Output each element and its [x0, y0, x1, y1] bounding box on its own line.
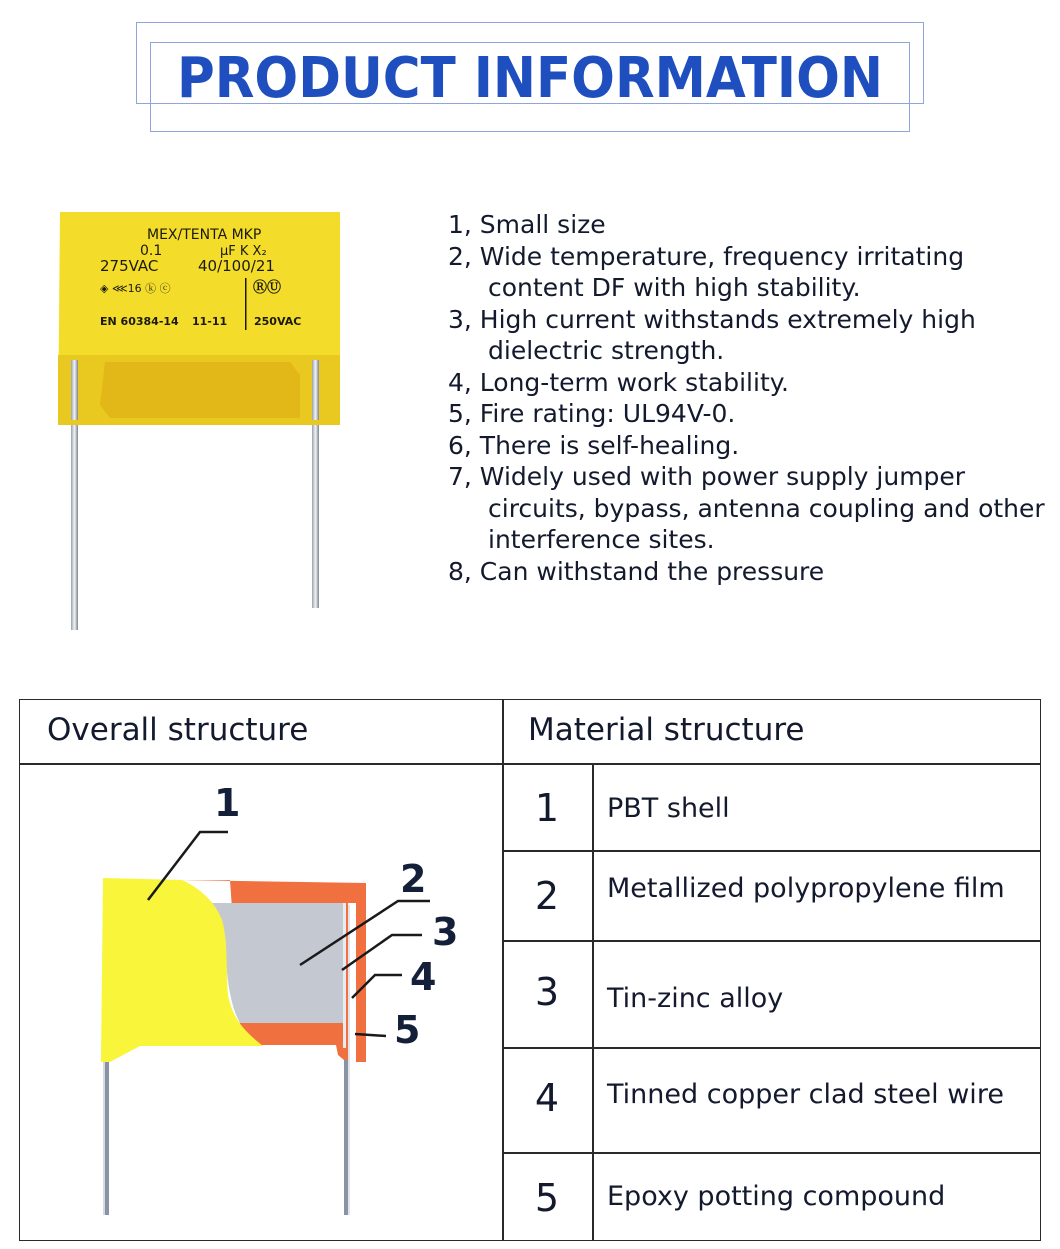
feature-item: 2, Wide temperature, frequency irritating content DF with high stability. — [448, 241, 965, 302]
capacitor-product-photo — [40, 200, 380, 650]
svg-text:250VAC: 250VAC — [254, 315, 302, 328]
row-number: 2 — [534, 874, 560, 918]
svg-text:◈ ⋘16 ⓚ ⓒ: ◈ ⋘16 ⓚ ⓒ — [100, 282, 171, 295]
material-name: Metallized polypropylene film — [607, 873, 1005, 904]
svg-text:0.1: 0.1 — [140, 243, 163, 259]
table-number-divider — [592, 763, 594, 1241]
row-number: 5 — [534, 1176, 560, 1220]
svg-text:MEX/TENTA MKP: MEX/TENTA MKP — [147, 227, 262, 243]
page-title: PRODUCT INFORMATION — [176, 46, 884, 111]
svg-text:EN 60384-14: EN 60384-14 — [100, 315, 179, 328]
material-name: Epoxy potting compound — [607, 1181, 946, 1212]
table-row-divider — [502, 940, 1041, 942]
overall-structure-header: Overall structure — [47, 712, 309, 748]
feature-item: 4, Long-term work stability. — [448, 367, 789, 397]
row-number: 4 — [534, 1076, 560, 1120]
table-header-divider — [19, 763, 1041, 765]
svg-text:ⓇⓊ: ⓇⓊ — [253, 280, 281, 296]
row-number: 1 — [534, 786, 560, 830]
svg-text:11-11: 11-11 — [192, 315, 228, 328]
feature-item: 1, Small size — [448, 210, 606, 239]
callout-1: 1 — [214, 781, 241, 825]
callout-2: 2 — [400, 857, 427, 901]
callout-3: 3 — [432, 910, 459, 954]
feature-item: 7, Widely used with power supply jumper circuits, bypass, antenna coupling and other interference sites. — [448, 462, 1045, 554]
feature-item: 8, Can withstand the pressure — [448, 556, 825, 586]
table-row-divider — [502, 1047, 1041, 1049]
material-structure-header: Material structure — [528, 712, 805, 748]
table-row-divider — [502, 1152, 1041, 1154]
svg-text:µF K X₂: µF K X₂ — [220, 244, 267, 259]
row-number: 3 — [534, 970, 560, 1014]
capacitor-cross-section-diagram — [80, 770, 480, 1230]
callout-5: 5 — [394, 1008, 421, 1052]
feature-list — [448, 209, 1048, 587]
svg-text:40/100/21: 40/100/21 — [198, 257, 275, 275]
material-name: Tinned copper clad steel wire — [607, 1079, 1004, 1110]
material-name: Tin-zinc alloy — [607, 983, 784, 1014]
callout-4: 4 — [410, 955, 437, 999]
feature-item: 5, Fire rating: UL94V-0. — [448, 399, 736, 428]
table-row-divider — [502, 850, 1041, 852]
svg-text:275VAC: 275VAC — [100, 257, 159, 275]
material-name: PBT shell — [607, 793, 730, 824]
feature-item: 3, High current withstands extremely high dielectric strength. — [448, 304, 976, 365]
feature-item: 6, There is self-healing. — [448, 430, 740, 460]
